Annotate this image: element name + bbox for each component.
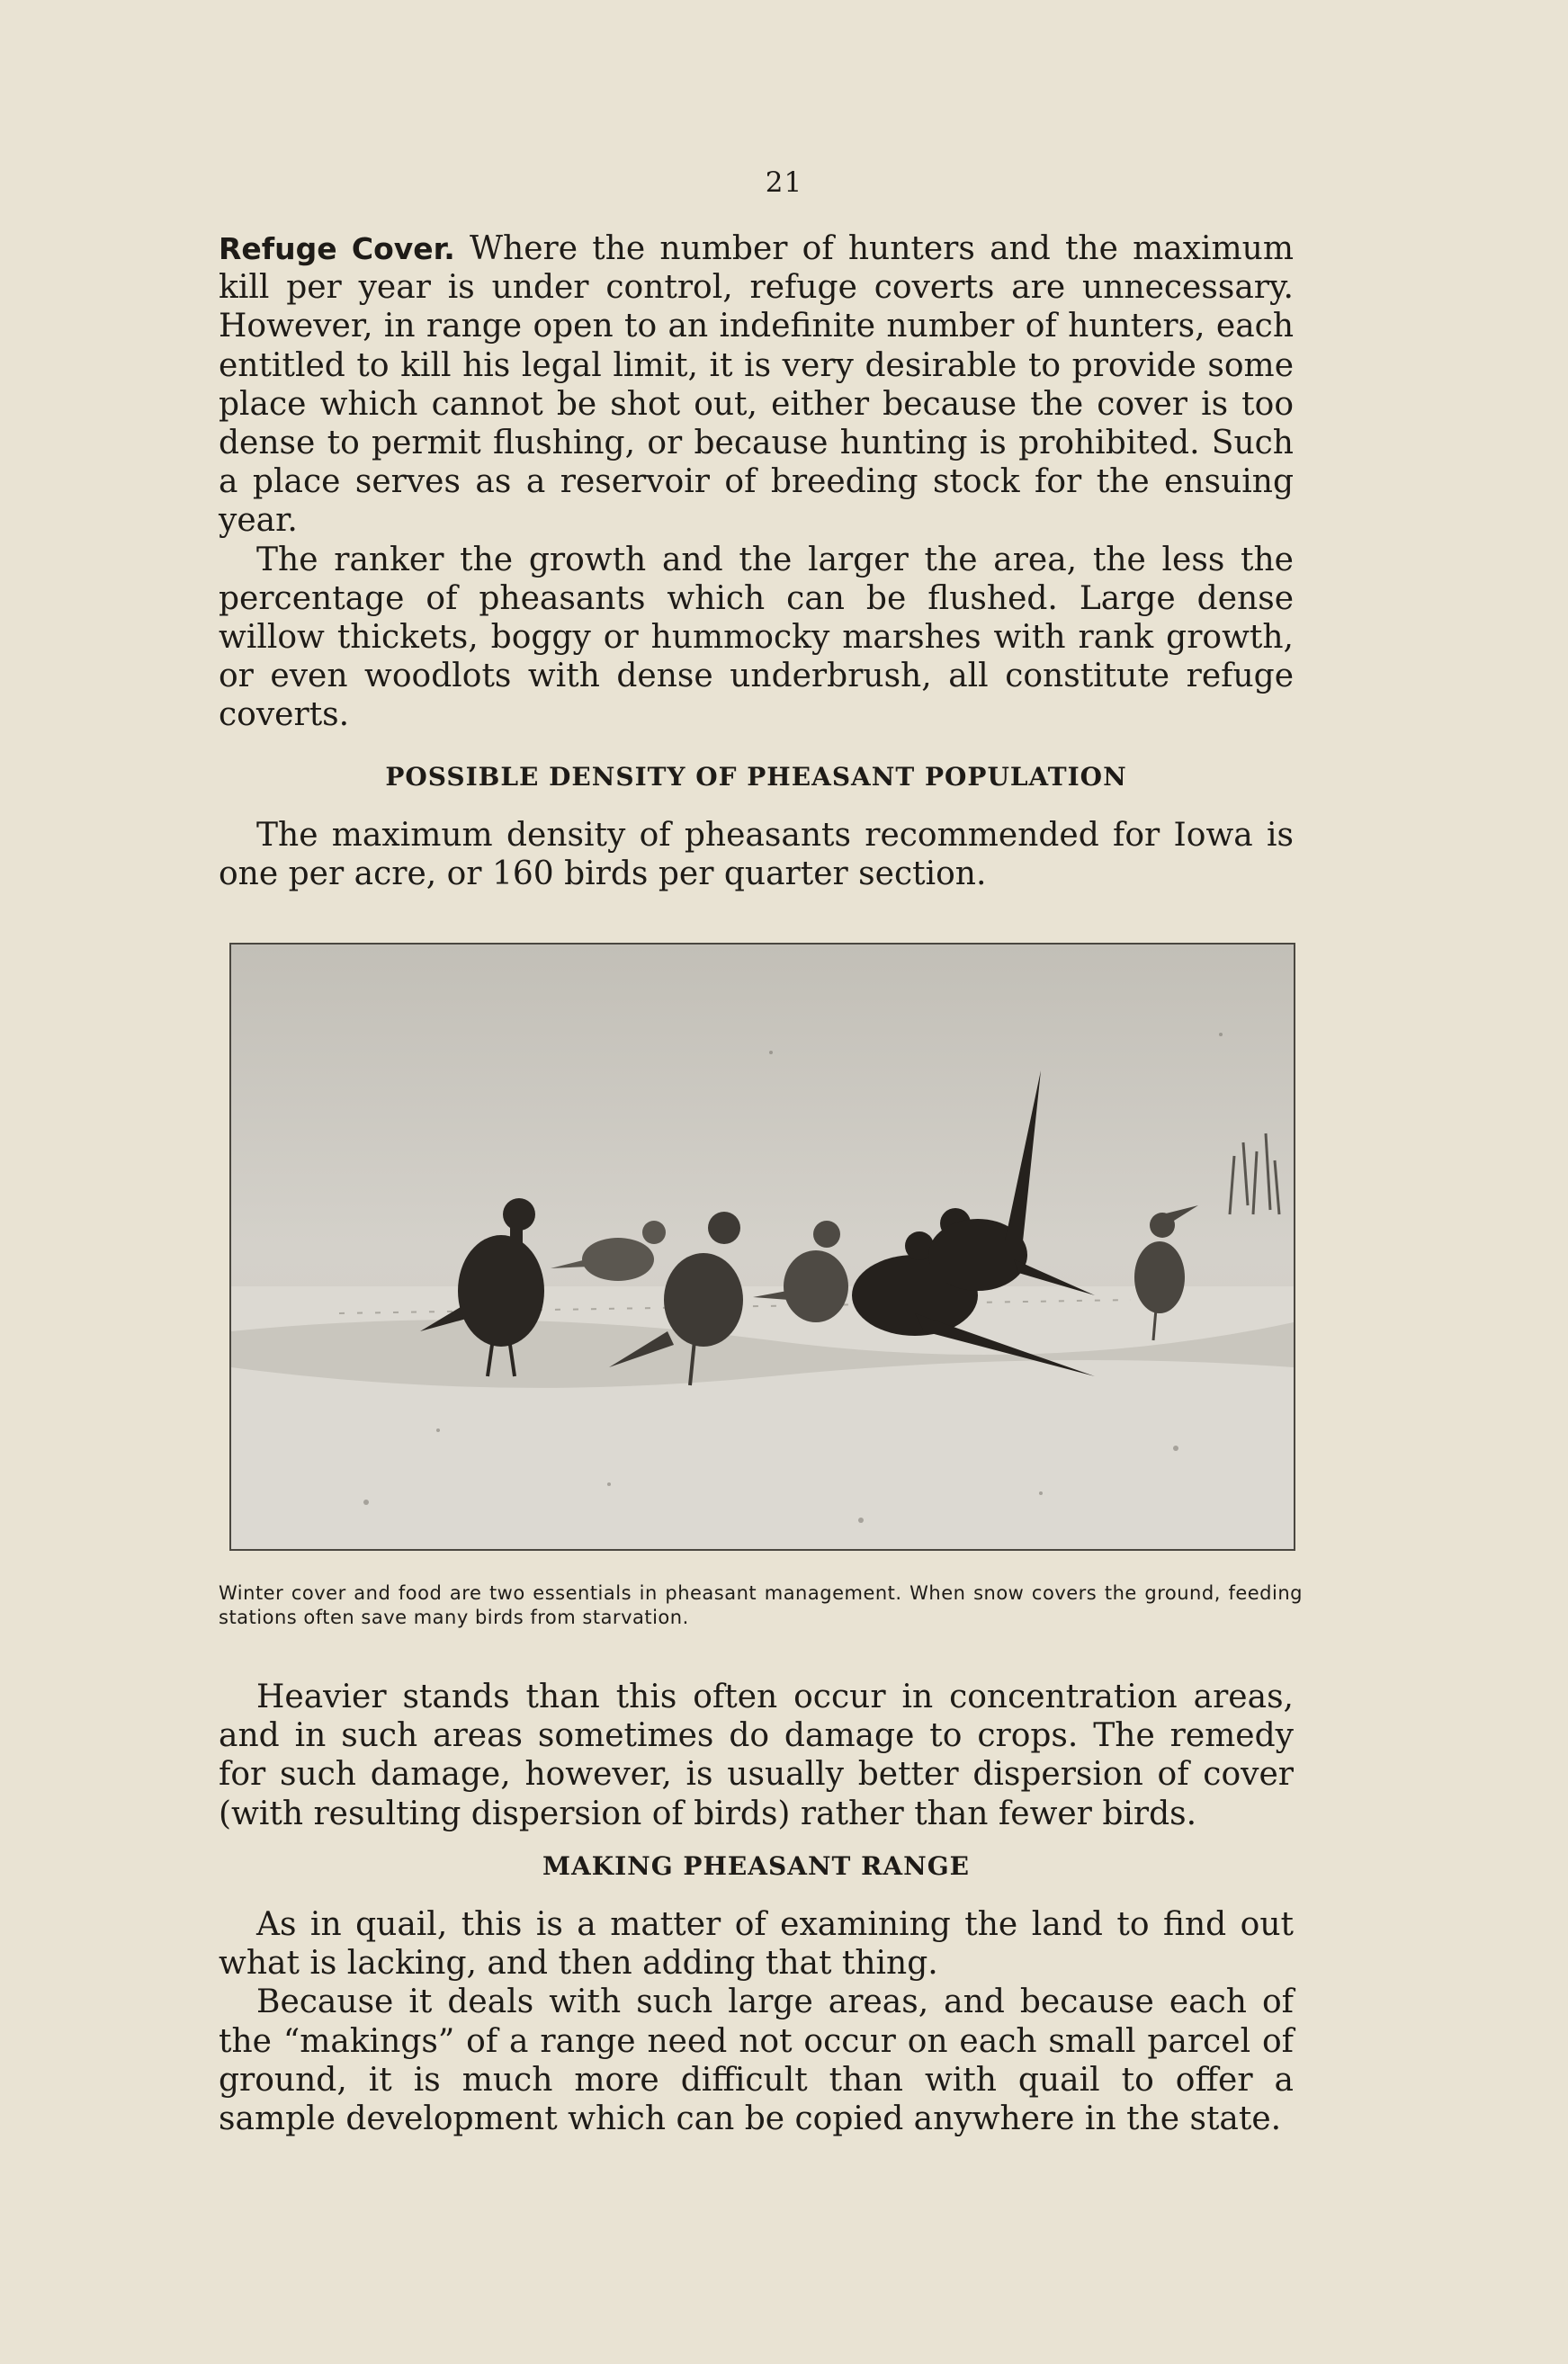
page-number: 21 — [765, 166, 803, 199]
paragraph-text: Where the number of hunters and the maximum kill per year is under control, refuge coverts are unnecessary. However, in range open to an indefinite number of hunters, each entitled to kill his legal limit, it is very desirable to provide some place which cannot be shot out, either because the cover is too dense to permit flushing, or because hunting is prohibited. Such a place serves as a reservoir of breeding stock for the ensuing year. — [219, 230, 1295, 540]
paragraph-text: The ranker the growth and the larger the area, the less the percentage of pheasants which can be flushed. Large dense willow thickets, boggy or hummocky marshes with rank growth, or even woodlots with dense underbrush, all constitute refuge coverts. — [219, 541, 1294, 734]
making-range-section — [219, 1905, 1294, 2138]
density-section — [219, 816, 1294, 893]
photo-caption: Winter cover and food are two essentials in pheasant management. When snow covers the ground, feeding stations often save many birds from starvation. — [219, 1582, 1303, 1628]
heavier-stands-section — [219, 1678, 1294, 1833]
paragraph-text: The maximum density of pheasants recommended for Iowa is one per acre, or 160 birds per quarter section. — [219, 817, 1294, 893]
pheasant-photo-image — [231, 945, 1294, 1549]
section-heading-range: MAKING PHEASANT RANGE — [542, 1851, 970, 1881]
refuge-cover-paragraph — [219, 229, 1294, 541]
section-heading-density: POSSIBLE DENSITY OF PHEASANT POPULATION — [385, 762, 1127, 792]
section-lead-title: Refuge Cover. — [219, 231, 455, 266]
pheasant-photo — [229, 943, 1295, 1551]
paragraph-text: Heavier stands than this often occur in concentration areas, and in such areas sometimes do damage to crops. The remedy for such damage, however, is usually better dispersion of cover (with resulting dispersion of birds) rather than fewer birds. — [219, 1679, 1294, 1832]
paragraph-text: As in quail, this is a matter of examining the land to find out what is lacking, and then adding that thing. — [219, 1906, 1294, 1983]
refuge-cover-section — [219, 229, 1294, 735]
paragraph-text: Because it deals with such large areas, and because each of the “makings” of a range need not occur on each small parcel of ground, it is much more difficult than with quail to offer a sample development which can be copied anywhere in the state. — [219, 1983, 1294, 2138]
